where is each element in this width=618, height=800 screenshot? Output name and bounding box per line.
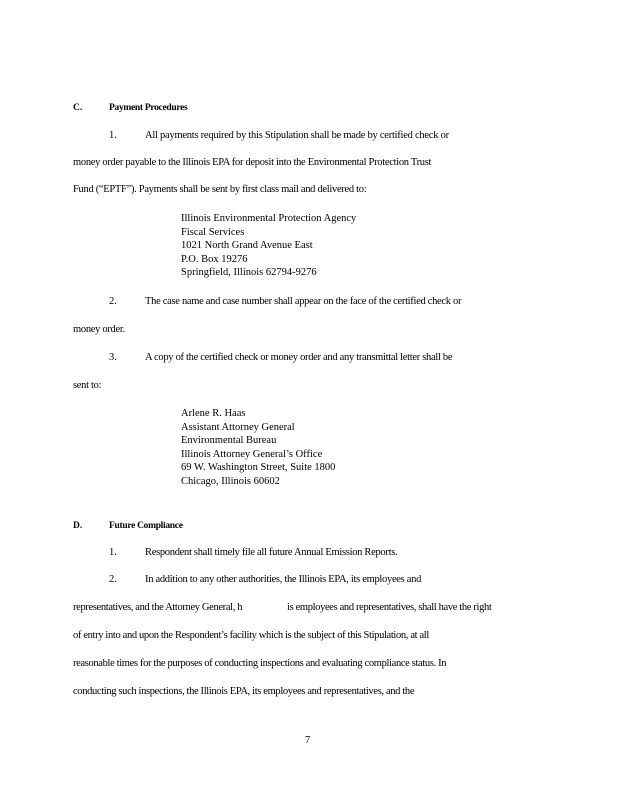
address-line: Fiscal Services: [181, 226, 245, 238]
paragraph-c3-line1: A copy of the certified check or money order and any transmittal letter shall be: [145, 352, 453, 363]
paragraph-d2-line4: reasonable times for the purposes of conducting inspections and evaluating compliance status. In: [73, 658, 447, 669]
paragraph-c2-line1: The case name and case number shall appear on the face of the certified check or: [145, 296, 462, 307]
paragraph-c3-number: 3.: [109, 352, 117, 363]
address-line: Assistant Attorney General: [181, 421, 295, 433]
transmittal-address-block: [181, 407, 335, 489]
section-d-letter: D.: [73, 521, 83, 531]
address-line: Illinois Environmental Protection Agency: [181, 213, 357, 224]
paragraph-d2-number: 2.: [109, 574, 117, 585]
payment-address-block: [181, 212, 356, 280]
section-c-title: Payment Procedures: [109, 103, 188, 113]
section-d-title: Future Compliance: [109, 521, 183, 531]
paragraph-c2-line2: money order.: [73, 324, 125, 335]
paragraph-c1-line3: Fund (“EPTF”). Payments shall be sent by first class mail and delivered to:: [73, 184, 367, 195]
address-line: Springfield, Illinois 62794-9276: [181, 267, 317, 279]
paragraph-d2-line2a: representatives, and the Attorney General, h: [73, 602, 243, 613]
address-line: 69 W. Washington Street, Suite 1800: [181, 462, 336, 474]
paragraph-c1-line1: All payments required by this Stipulation shall be made by certified check or: [145, 130, 449, 141]
paragraph-d2-line1: In addition to any other authorities, the Illinois EPA, its employees and: [145, 574, 422, 585]
paragraph-d2-line5: conducting such inspections, the Illinois EPA, its employees and representatives, and the: [73, 686, 415, 697]
section-c-letter: C.: [73, 103, 83, 113]
address-line: Arlene R. Haas: [181, 408, 246, 419]
paragraph-c3-line2: sent to:: [73, 380, 102, 391]
address-line: Illinois Attorney General’s Office: [181, 448, 323, 460]
paragraph-c1-line2: money order payable to the Illinois EPA for deposit into the Environmental Protection Trust: [73, 157, 432, 168]
paragraph-d1-number: 1.: [109, 547, 117, 558]
paragraph-c2-number: 2.: [109, 296, 117, 307]
page-number: 7: [305, 735, 311, 746]
paragraph-d2-line3: of entry into and upon the Respondent’s facility which is the subject of this Stipulation, at all: [73, 630, 429, 641]
paragraph-d1-line1: Respondent shall timely file all future Annual Emission Reports.: [145, 547, 398, 558]
paragraph-d2-line2b: is employees and representatives, shall have the right: [287, 602, 492, 613]
address-line: Chicago, Illinois 60602: [181, 475, 280, 487]
address-line: Environmental Bureau: [181, 435, 277, 447]
address-line: P.O. Box 19276: [181, 253, 248, 265]
paragraph-c1-number: 1.: [109, 130, 117, 141]
address-line: 1021 North Grand Avenue East: [181, 240, 313, 252]
